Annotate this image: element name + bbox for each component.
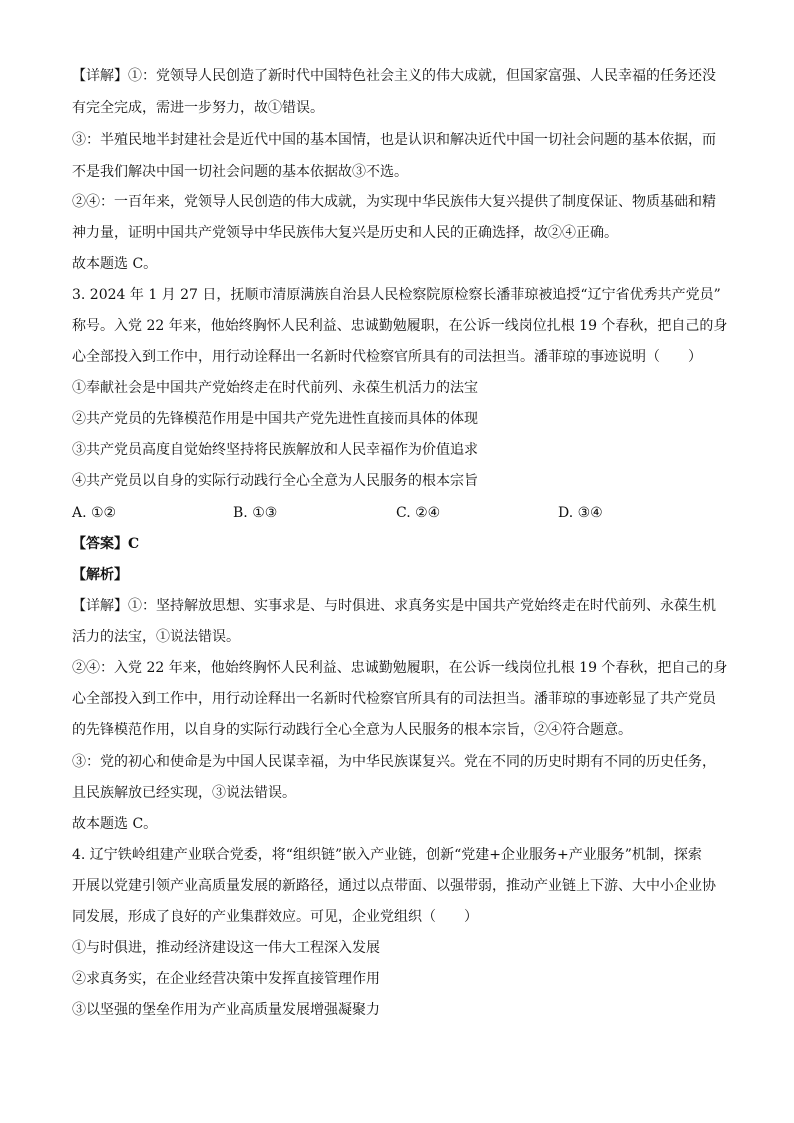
detail-q2-conclusion: 故本题选 C。 bbox=[72, 256, 158, 272]
detail-q2-line-4: 不是我们解决中国一切社会问题的基本依据故③不选。 bbox=[72, 164, 408, 180]
q3-option-b: B. ①③ bbox=[233, 505, 278, 521]
detail-q2-line-6: 神力量，证明中国共产党领导中华民族伟大复兴是历史和人民的正确选择，故②④正确。 bbox=[72, 225, 618, 241]
q3-option-a: A. ①② bbox=[72, 505, 117, 521]
q4-stem-line-3: 同发展，形成了良好的产业集群效应。可见，企业党组织（ ） bbox=[72, 909, 478, 925]
q3-conclusion: 故本题选 C。 bbox=[72, 816, 158, 832]
q3-statement-2: ②共产党员的先锋模范作用是中国共产党先进性直接而具体的体现 bbox=[72, 411, 478, 427]
q3-detail-line-2: 活力的法宝，①说法错误。 bbox=[72, 629, 240, 645]
q3-statement-4: ④共产党员以自身的实际行动践行全心全意为人民服务的根本宗旨 bbox=[72, 473, 478, 489]
detail-q2-line-3: ③：半殖民地半封建社会是近代中国的基本国情，也是认识和解决近代中国一切社会问题的基本依据，而 bbox=[72, 132, 716, 148]
q3-detail-line-1: 【详解】①：坚持解放思想、实事求是、与时俱进、求真务实是中国共产党始终走在时代前列、永葆生机 bbox=[72, 598, 716, 614]
q4-statement-3: ③以坚强的堡垒作用为产业高质量发展增强凝聚力 bbox=[72, 1002, 380, 1018]
q4-statement-2: ②求真务实，在企业经营决策中发挥直接管理作用 bbox=[72, 971, 380, 987]
q3-detail-line-4: 心全部投入到工作中，用行动诠释出一名新时代检察官所具有的司法担当。潘菲琼的事迹彰显了共产党员 bbox=[72, 691, 716, 707]
detail-q2-line-5: ②④：一百年来，党领导人民创造的伟大成就，为实现中华民族伟大复兴提供了制度保证、物质基础和精 bbox=[72, 194, 716, 210]
q4-statement-1: ①与时俱进，推动经济建设这一伟大工程深入发展 bbox=[72, 940, 380, 956]
q4-stem-line-1: 4. 辽宁铁岭组建产业联合党委，将“组织链”嵌入产业链，创新“党建+企业服务+产业服务”机制，探索 bbox=[72, 847, 702, 863]
q3-detail-line-6: ③：党的初心和使命是为中国人民谋幸福，为中华民族谋复兴。党在不同的历史时期有不同的历史任务， bbox=[72, 754, 716, 770]
q3-stem-line-1: 3. 2024 年 1 月 27 日，抚顺市清原满族自治县人民检察院原检察长潘菲琼被追授“辽宁省优秀共产党员” bbox=[72, 287, 721, 303]
q4-stem-line-2: 开展以党建引领产业高质量发展的新路径，通过以点带面、以强带弱，推动产业链上下游、大中小企业协 bbox=[72, 878, 716, 894]
q3-statement-3: ③共产党员高度自觉始终坚持将民族解放和人民幸福作为价值追求 bbox=[72, 442, 478, 458]
q3-statement-1: ①奉献社会是中国共产党始终走在时代前列、永葆生机活力的法宝 bbox=[72, 380, 478, 396]
detail-q2-line-1: 【详解】①：党领导人民创造了新时代中国特色社会主义的伟大成就，但国家富强、人民幸福的任务还没 bbox=[72, 68, 716, 84]
q3-detail-line-3: ②④：入党 22 年来，他始终胸怀人民利益、忠诚勤勉履职，在公诉一线岗位扎根 19 个春秋，把自己的身 bbox=[72, 660, 728, 676]
q3-answer: 【答案】C bbox=[72, 536, 140, 552]
q3-option-d: D. ③④ bbox=[558, 505, 603, 521]
q3-stem-line-3: 心全部投入到工作中，用行动诠释出一名新时代检察官所具有的司法担当。潘菲琼的事迹说明（ ） bbox=[72, 349, 702, 365]
q3-option-c: C. ②④ bbox=[396, 505, 441, 521]
q3-analysis-heading: 【解析】 bbox=[72, 567, 128, 583]
q3-stem-line-2: 称号。入党 22 年来，他始终胸怀人民利益、忠诚勤勉履职，在公诉一线岗位扎根 19 个春秋，把自己的身 bbox=[72, 318, 728, 334]
detail-q2-line-2: 有完全完成，需进一步努力，故①错误。 bbox=[72, 100, 324, 116]
q3-detail-line-7: 且民族解放已经实现，③说法错误。 bbox=[72, 785, 296, 801]
q3-detail-line-5: 的先锋模范作用，以自身的实际行动践行全心全意为人民服务的根本宗旨，②④符合题意。 bbox=[72, 722, 632, 738]
